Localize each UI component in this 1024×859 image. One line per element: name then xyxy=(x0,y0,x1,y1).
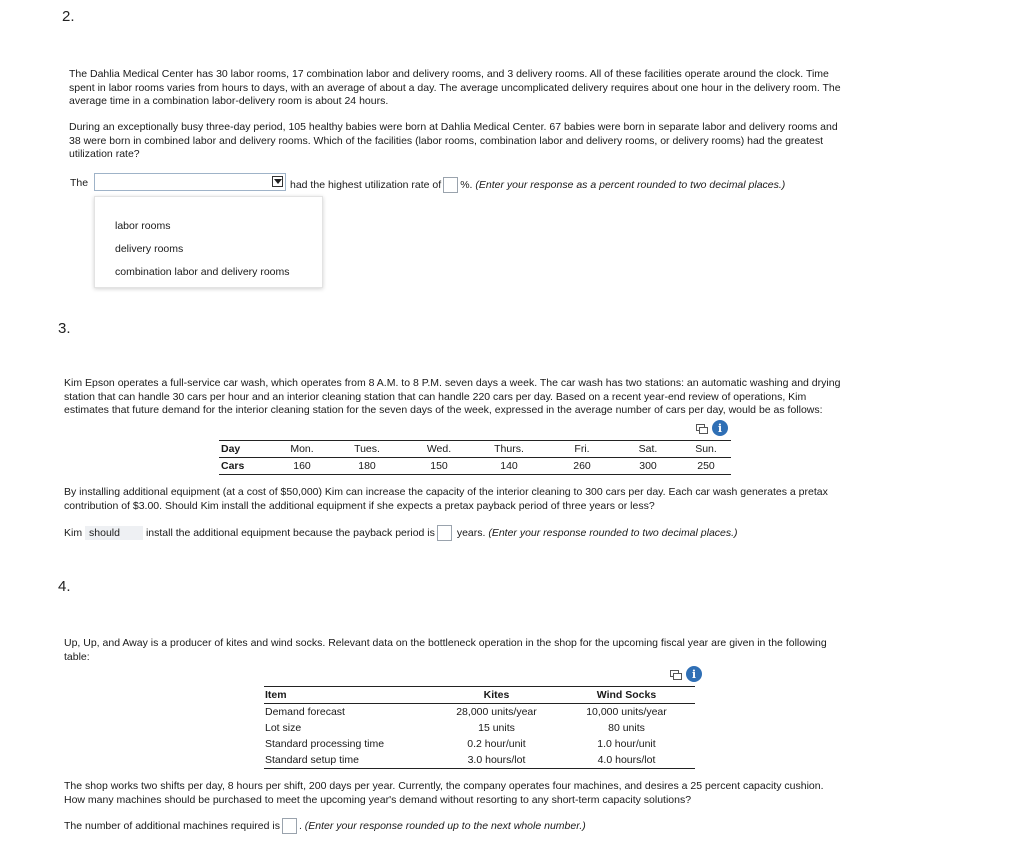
q2-paragraph-2 xyxy=(69,121,929,162)
copy-icon[interactable] xyxy=(670,670,680,678)
kites-cell: 15 units xyxy=(478,722,515,734)
dropdown-option-delivery-rooms[interactable]: delivery rooms xyxy=(115,243,184,255)
q2-answer-line xyxy=(290,177,785,193)
table-row xyxy=(264,704,695,721)
q3-p1-line: estimates that future demand for the interior cleaning station for the seven days of the week, expressed in the average number of cars per day, would be as follows: xyxy=(64,404,823,416)
kites-cell: 3.0 hours/lot xyxy=(467,754,526,766)
row-label-cars: Cars xyxy=(221,460,245,472)
utilization-rate-input[interactable] xyxy=(443,177,458,193)
q4-p1-line: Up, Up, and Away is a producer of kites and wind socks. Relevant data on the bottleneck operation in the shop for the upcoming fiscal year are given in the following xyxy=(64,637,827,649)
payback-period-input[interactable] xyxy=(437,525,452,541)
facility-select[interactable] xyxy=(94,173,286,191)
q3-p1-line: station that can handle 30 cars per hour and an interior cleaning station that can handle 220 cars per day. Based on a recent year-end review of operations, Kim xyxy=(64,390,807,403)
header-wind-socks: Wind Socks xyxy=(596,689,657,701)
q3-answer-middle: install the additional equipment because the payback period is xyxy=(145,526,435,539)
q2-paragraph-1 xyxy=(69,68,929,109)
kites-cell: 0.2 hour/unit xyxy=(467,738,526,750)
dropdown-option-combination-rooms[interactable]: combination labor and delivery rooms xyxy=(115,266,290,278)
day-cell: Fri. xyxy=(574,443,590,455)
facility-dropdown-menu xyxy=(94,196,323,288)
wind-socks-cell: 80 units xyxy=(608,722,645,734)
q4-answer-line xyxy=(64,818,586,834)
day-cell: Mon. xyxy=(290,443,314,455)
q2-p2-line: utilization rate? xyxy=(69,148,140,160)
q3-answer-suffix: years. xyxy=(456,526,486,539)
day-cell: Tues. xyxy=(354,443,380,455)
wind-socks-cell: 1.0 hour/unit xyxy=(597,738,656,750)
row-label-day: Day xyxy=(221,443,241,455)
copy-icon[interactable] xyxy=(696,424,706,432)
cars-cell: 150 xyxy=(430,460,448,472)
cars-cell: 300 xyxy=(639,460,657,472)
q3-p1-line: Kim Epson operates a full-service car wash, which operates from 8 A.M. to 8 P.M. seven days a week. The car wash has two stations: an automatic washing and drying xyxy=(64,377,841,389)
question-3-number: 3. xyxy=(58,320,71,337)
item-cell: Standard setup time xyxy=(265,754,359,766)
day-cell: Sat. xyxy=(638,443,658,455)
table-header-row xyxy=(264,687,695,704)
kites-cell: 28,000 units/year xyxy=(456,706,537,718)
dropdown-option-labor-rooms[interactable]: labor rooms xyxy=(115,220,171,232)
cars-cell: 250 xyxy=(697,460,715,472)
q4-p2-line: The shop works two shifts per day, 8 hours per shift, 200 days per year. Currently, the company operates four machines, and desires a 25 percent capacity cushion. xyxy=(64,780,824,792)
table-row xyxy=(219,441,731,458)
q4-p1-line: table: xyxy=(64,650,90,663)
q3-instruction: (Enter your response rounded to two decimal places.) xyxy=(488,526,738,539)
q2-p1-line: spent in labor rooms varies from hours to days, with an average of about a day. The average uncomplicated delivery requires about one hour in the delivery room. The xyxy=(69,81,841,94)
cars-cell: 140 xyxy=(500,460,518,472)
cars-cell: 180 xyxy=(358,460,376,472)
info-icon[interactable]: i xyxy=(712,420,728,436)
q3-paragraph-1 xyxy=(64,377,944,418)
q3-paragraph-2 xyxy=(64,486,944,513)
header-kites: Kites xyxy=(483,689,510,701)
car-demand-table xyxy=(219,440,731,475)
chevron-down-icon[interactable] xyxy=(272,176,283,187)
cars-cell: 260 xyxy=(573,460,591,472)
kites-wind-socks-table xyxy=(264,686,695,769)
header-item: Item xyxy=(265,689,287,701)
q3-p2-line: contribution of $3.00. Should Kim install the additional equipment if she expects a pretax payback period of three years or less? xyxy=(64,499,655,512)
item-cell: Demand forecast xyxy=(265,706,345,718)
item-cell: Lot size xyxy=(265,722,302,734)
q4-instruction: (Enter your response rounded up to the next whole number.) xyxy=(304,819,586,832)
q3-answer-line xyxy=(64,525,738,541)
wind-socks-cell: 10,000 units/year xyxy=(586,706,667,718)
q4-paragraph-1 xyxy=(64,637,944,664)
q4-answer-suffix: . xyxy=(298,819,302,832)
table-row xyxy=(264,736,695,752)
q4-paragraph-2 xyxy=(64,780,944,807)
item-cell: Standard processing time xyxy=(265,738,385,750)
q2-answer-middle: had the highest utilization rate of xyxy=(290,178,442,191)
cars-cell: 160 xyxy=(293,460,311,472)
wind-socks-cell: 4.0 hours/lot xyxy=(597,754,656,766)
q2-p1-line: The Dahlia Medical Center has 30 labor rooms, 17 combination labor and delivery rooms, and 3 delivery rooms. All of these facilities operate around the clock. Time xyxy=(69,68,829,80)
table-row xyxy=(219,458,731,475)
machines-required-input[interactable] xyxy=(282,818,297,834)
question-2-number: 2. xyxy=(62,8,75,25)
q2-p2-line: 38 were born in combined labor and delivery rooms. Which of the facilities (labor rooms, combination labor and delivery rooms, or delivery rooms) had the greatest xyxy=(69,134,824,147)
q3-table-tools xyxy=(696,420,728,436)
q3-p2-line: By installing additional equipment (at a cost of $50,000) Kim can increase the capacity of the interior cleaning to 300 cars per day. Each car wash generates a pretax xyxy=(64,486,828,498)
q2-answer-prefix: The xyxy=(70,177,89,189)
table-row xyxy=(264,752,695,769)
q2-p2-line: During an exceptionally busy three-day period, 105 healthy babies were born at Dahlia Medical Center. 67 babies were born in separate labor and delivery rooms and xyxy=(69,121,838,133)
day-cell: Sun. xyxy=(695,443,717,455)
question-4-number: 4. xyxy=(58,578,71,595)
q4-answer-prefix: The number of additional machines required is xyxy=(64,819,280,832)
q2-answer-suffix: %. xyxy=(460,178,473,191)
should-select[interactable]: should xyxy=(85,526,143,540)
q3-answer-prefix: Kim xyxy=(64,526,83,539)
table-row xyxy=(264,720,695,736)
q4-table-tools xyxy=(670,666,702,682)
q4-p2-line: How many machines should be purchased to meet the upcoming year's demand without resorting to any short-term capacity solutions? xyxy=(64,793,692,806)
info-icon[interactable]: i xyxy=(686,666,702,682)
day-cell: Wed. xyxy=(426,443,452,455)
q2-p1-line: average time in a combination labor-delivery room is about 24 hours. xyxy=(69,95,389,107)
day-cell: Thurs. xyxy=(494,443,524,455)
q2-instruction: (Enter your response as a percent rounded to two decimal places.) xyxy=(475,178,786,191)
